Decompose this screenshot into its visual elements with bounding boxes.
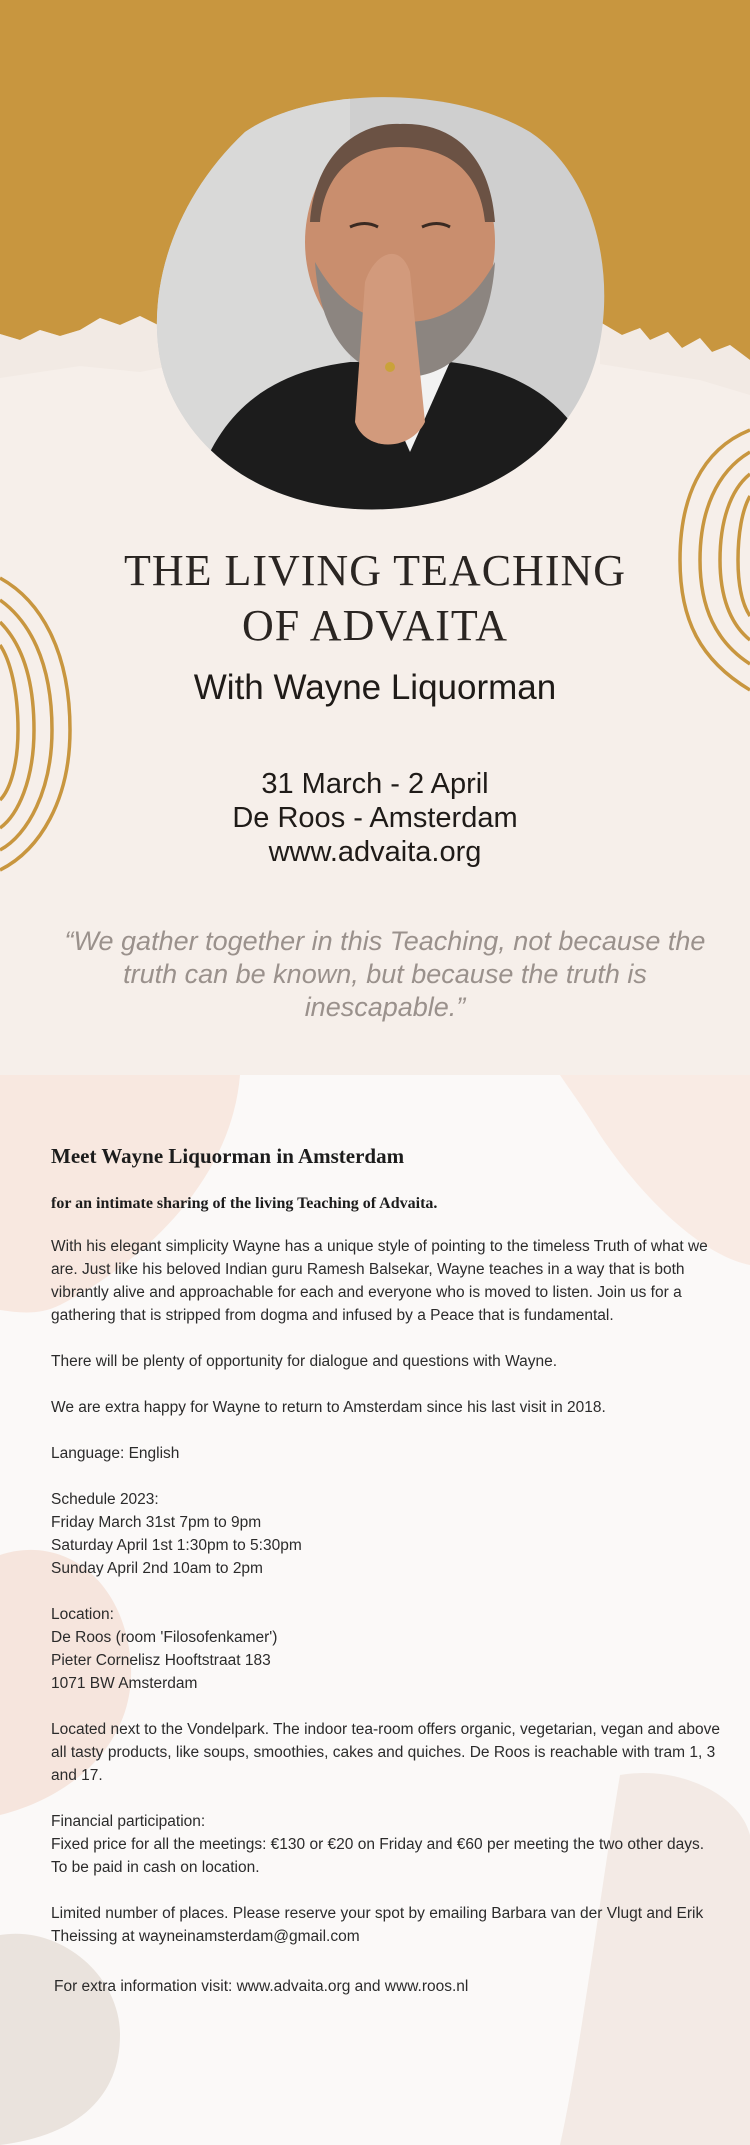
location-venue: De Roos (room 'Filosofenkamer') <box>51 1629 278 1646</box>
schedule-label: Schedule 2023: <box>51 1491 159 1508</box>
financial-payment: To be paid in cash on location. <box>51 1859 260 1876</box>
teaching-quote: “We gather together in this Teaching, not because the truth can be known, but because the truth is inescapable.” <box>64 926 706 1022</box>
location-label: Location: <box>51 1606 114 1623</box>
intro-paragraph: With his elegant simplicity Wayne has a unique style of pointing to the timeless Truth of what we are. Just like his beloved Indian guru Ramesh Balsekar, Wayne teaches in a way that is both vibrantly alive and approachable for each and everyone who is moved to listen. Join us for a gathering that is stripped from dogma and infused by a Peace that is fundamental. <box>51 1238 708 1324</box>
schedule-block <box>51 1488 721 1580</box>
event-subtitle: With Wayne Liquorman <box>193 668 557 707</box>
reservation-paragraph: Limited number of places. Please reserve your spot by emailing Barbara van der Vlugt and Erik Theissing at wayneinamsterdam@gmail.com <box>51 1905 704 1945</box>
details-subheading: for an intimate sharing of the living Teaching of Advaita. <box>51 1195 438 1212</box>
language-line: Language: English <box>51 1445 180 1462</box>
details-text <box>51 1145 721 2021</box>
event-venue: De Roos - Amsterdam <box>232 802 518 834</box>
event-title-line-1: THE LIVING TEACHING <box>123 546 627 595</box>
financial-price: Fixed price for all the meetings: €130 or €20 on Friday and €60 per meeting the two other days. <box>51 1836 705 1853</box>
details-heading: Meet Wayne Liquorman in Amsterdam <box>51 1144 405 1168</box>
extra-info-line: For extra information visit: www.advaita.org and www.roos.nl <box>54 1978 469 1995</box>
event-dates: 31 March - 2 April <box>261 768 489 800</box>
schedule-item-friday: Friday March 31st 7pm to 9pm <box>51 1514 262 1531</box>
speaker-portrait <box>150 92 610 512</box>
dialogue-paragraph: There will be plenty of opportunity for dialogue and questions with Wayne. <box>51 1353 558 1370</box>
location-block <box>51 1603 721 1695</box>
event-title-line-2: OF ADVAITA <box>241 601 509 650</box>
financial-label: Financial participation: <box>51 1813 206 1830</box>
location-postcode: 1071 BW Amsterdam <box>51 1675 198 1692</box>
nearby-paragraph: Located next to the Vondelpark. The indoor tea-room offers organic, vegetarian, vegan and above all tasty products, like soups, smoothies, cakes and quiches. De Roos is reachable with tram 1, 3 and 17. <box>51 1721 720 1784</box>
schedule-item-saturday: Saturday April 1st 1:30pm to 5:30pm <box>51 1537 302 1554</box>
return-visit-paragraph: We are extra happy for Wayne to return to Amsterdam since his last visit in 2018. <box>51 1399 606 1416</box>
event-details-section <box>0 1075 750 2145</box>
financial-block <box>51 1810 721 1879</box>
schedule-item-sunday: Sunday April 2nd 10am to 2pm <box>51 1560 263 1577</box>
location-street: Pieter Cornelisz Hooftstraat 183 <box>51 1652 271 1669</box>
event-website: www.advaita.org <box>268 836 482 868</box>
